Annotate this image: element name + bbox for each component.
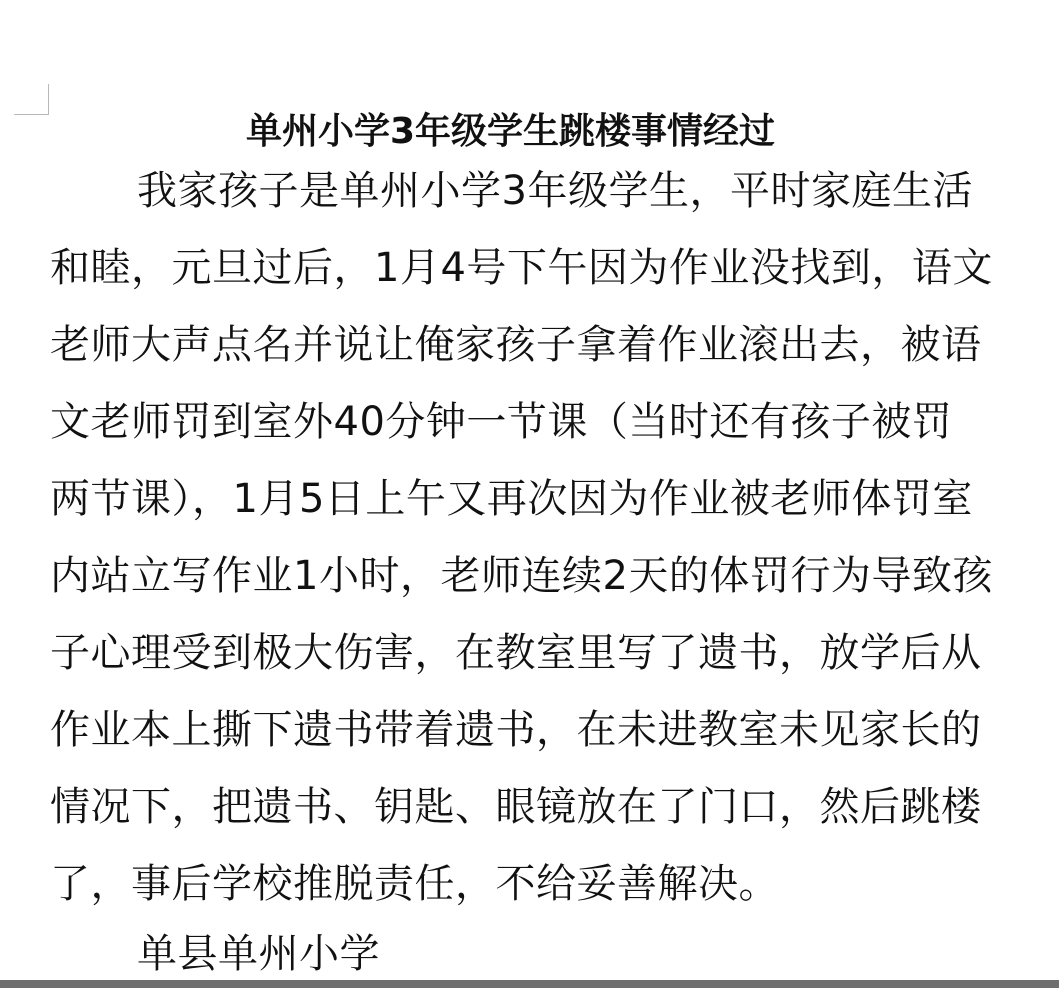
body-line-10: 了，事后学校推脱责任，不给妥善解决。 <box>50 861 779 907</box>
body-line-2: 和睦，元旦过后，1月4号下午因为作业没找到，语文 <box>50 245 993 291</box>
document-title: 单州小学3年级学生跳楼事情经过 <box>246 111 776 152</box>
document-signature: 单县单州小学 <box>137 931 380 977</box>
body-line-6: 内站立写作业1小时，老师连续2天的体罚行为导致孩 <box>50 553 993 599</box>
body-line-1: 我家孩子是单州小学3年级学生，平时家庭生活 <box>137 168 973 214</box>
body-line-5: 两节课），1月5日上午又再次因为作业被老师体罚室 <box>50 476 973 522</box>
bottom-scrollbar[interactable] <box>0 980 1059 988</box>
body-line-4: 文老师罚到室外40分钟一节课（当时还有孩子被罚 <box>50 399 953 445</box>
body-line-3: 老师大声点名并说让俺家孩子拿着作业滚出去，被语 <box>50 322 982 368</box>
body-line-7: 子心理受到极大伤害，在教室里写了遗书，放学后从 <box>50 630 982 676</box>
page-corner-mark <box>14 84 49 115</box>
body-line-9: 情况下，把遗书、钥匙、眼镜放在了门口，然后跳楼 <box>50 784 982 830</box>
body-line-8: 作业本上撕下遗书带着遗书，在未进教室未见家长的 <box>50 707 982 753</box>
